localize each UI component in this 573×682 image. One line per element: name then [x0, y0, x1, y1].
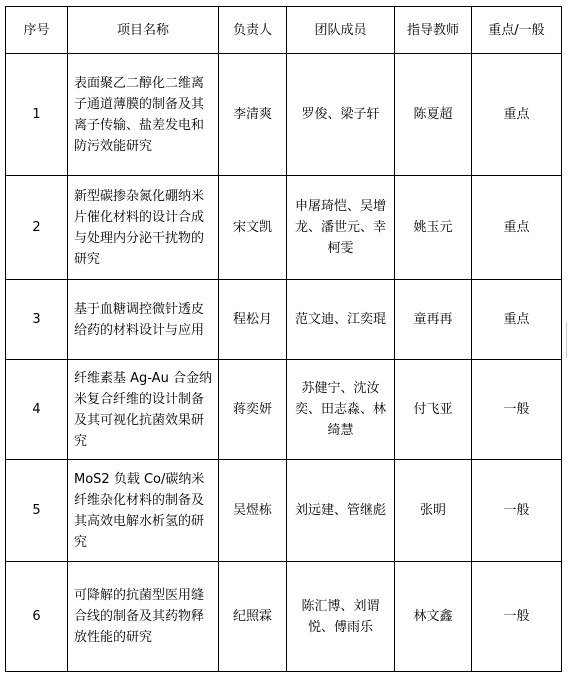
header-members: 团队成员 — [287, 7, 395, 54]
row-level: 一般 — [472, 562, 562, 672]
row-seq: 2 — [6, 176, 68, 280]
row-leader: 蒋奕妍 — [219, 360, 287, 460]
row-seq: 4 — [6, 360, 68, 460]
row-members: 罗俊、梁子轩 — [287, 54, 395, 176]
row-members: 范文迪、江奕琨 — [287, 280, 395, 360]
row-project-name: 可降解的抗菌型医用缝合线的制备及其药物释放性能的研究 — [68, 562, 219, 672]
row-leader: 纪照霖 — [219, 562, 287, 672]
header-leader: 负责人 — [219, 7, 287, 54]
row-level: 重点 — [472, 54, 562, 176]
row-project-name: MoS2 负载 Co/碳纳米纤维杂化材料的制备及其高效电解水析氢的研究 — [68, 460, 219, 562]
row-advisor: 陈夏超 — [395, 54, 472, 176]
row-advisor: 姚玉元 — [395, 176, 472, 280]
row-members: 申屠琦恺、吴增龙、潘世元、幸柯雯 — [287, 176, 395, 280]
row-level: 重点 — [472, 280, 562, 360]
row-level: 一般 — [472, 360, 562, 460]
row-leader: 宋文凯 — [219, 176, 287, 280]
table-row — [6, 562, 562, 672]
row-project-name: 表面聚乙二醇化二维离子通道薄膜的制备及其离子传输、盐差发电和防污效能研究 — [68, 54, 219, 176]
table-row — [6, 54, 562, 176]
row-advisor: 张明 — [395, 460, 472, 562]
header-level: 重点/一般 — [472, 7, 562, 54]
row-members: 刘远建、管继彪 — [287, 460, 395, 562]
table-row — [6, 360, 562, 460]
page-edge-marker — [566, 322, 573, 358]
row-advisor: 林文鑫 — [395, 562, 472, 672]
row-level: 重点 — [472, 176, 562, 280]
table-row — [6, 280, 562, 360]
row-advisor: 童再再 — [395, 280, 472, 360]
row-seq: 1 — [6, 54, 68, 176]
row-leader: 程松月 — [219, 280, 287, 360]
row-leader: 李清爽 — [219, 54, 287, 176]
header-project-name: 项目名称 — [68, 7, 219, 54]
row-project-name: 纤维素基 Ag-Au 合金纳米复合纤维的设计制备及其可视化抗菌效果研究 — [68, 360, 219, 460]
table-row — [6, 176, 562, 280]
row-members: 苏健宁、沈汝奕、田志淼、林绮慧 — [287, 360, 395, 460]
header-advisor: 指导教师 — [395, 7, 472, 54]
project-table — [5, 6, 562, 672]
row-leader: 吴煜栋 — [219, 460, 287, 562]
header-row — [6, 7, 562, 54]
row-members: 陈汇博、刘谓悦、傅雨乐 — [287, 562, 395, 672]
table-row — [6, 460, 562, 562]
row-project-name: 新型碳掺杂氮化硼纳米片催化材料的设计合成与处理内分泌干扰物的研究 — [68, 176, 219, 280]
row-project-name: 基于血糖调控微针透皮给药的材料设计与应用 — [68, 280, 219, 360]
row-seq: 6 — [6, 562, 68, 672]
row-level: 一般 — [472, 460, 562, 562]
row-seq: 3 — [6, 280, 68, 360]
header-seq: 序号 — [6, 7, 68, 54]
row-advisor: 付飞亚 — [395, 360, 472, 460]
row-seq: 5 — [6, 460, 68, 562]
